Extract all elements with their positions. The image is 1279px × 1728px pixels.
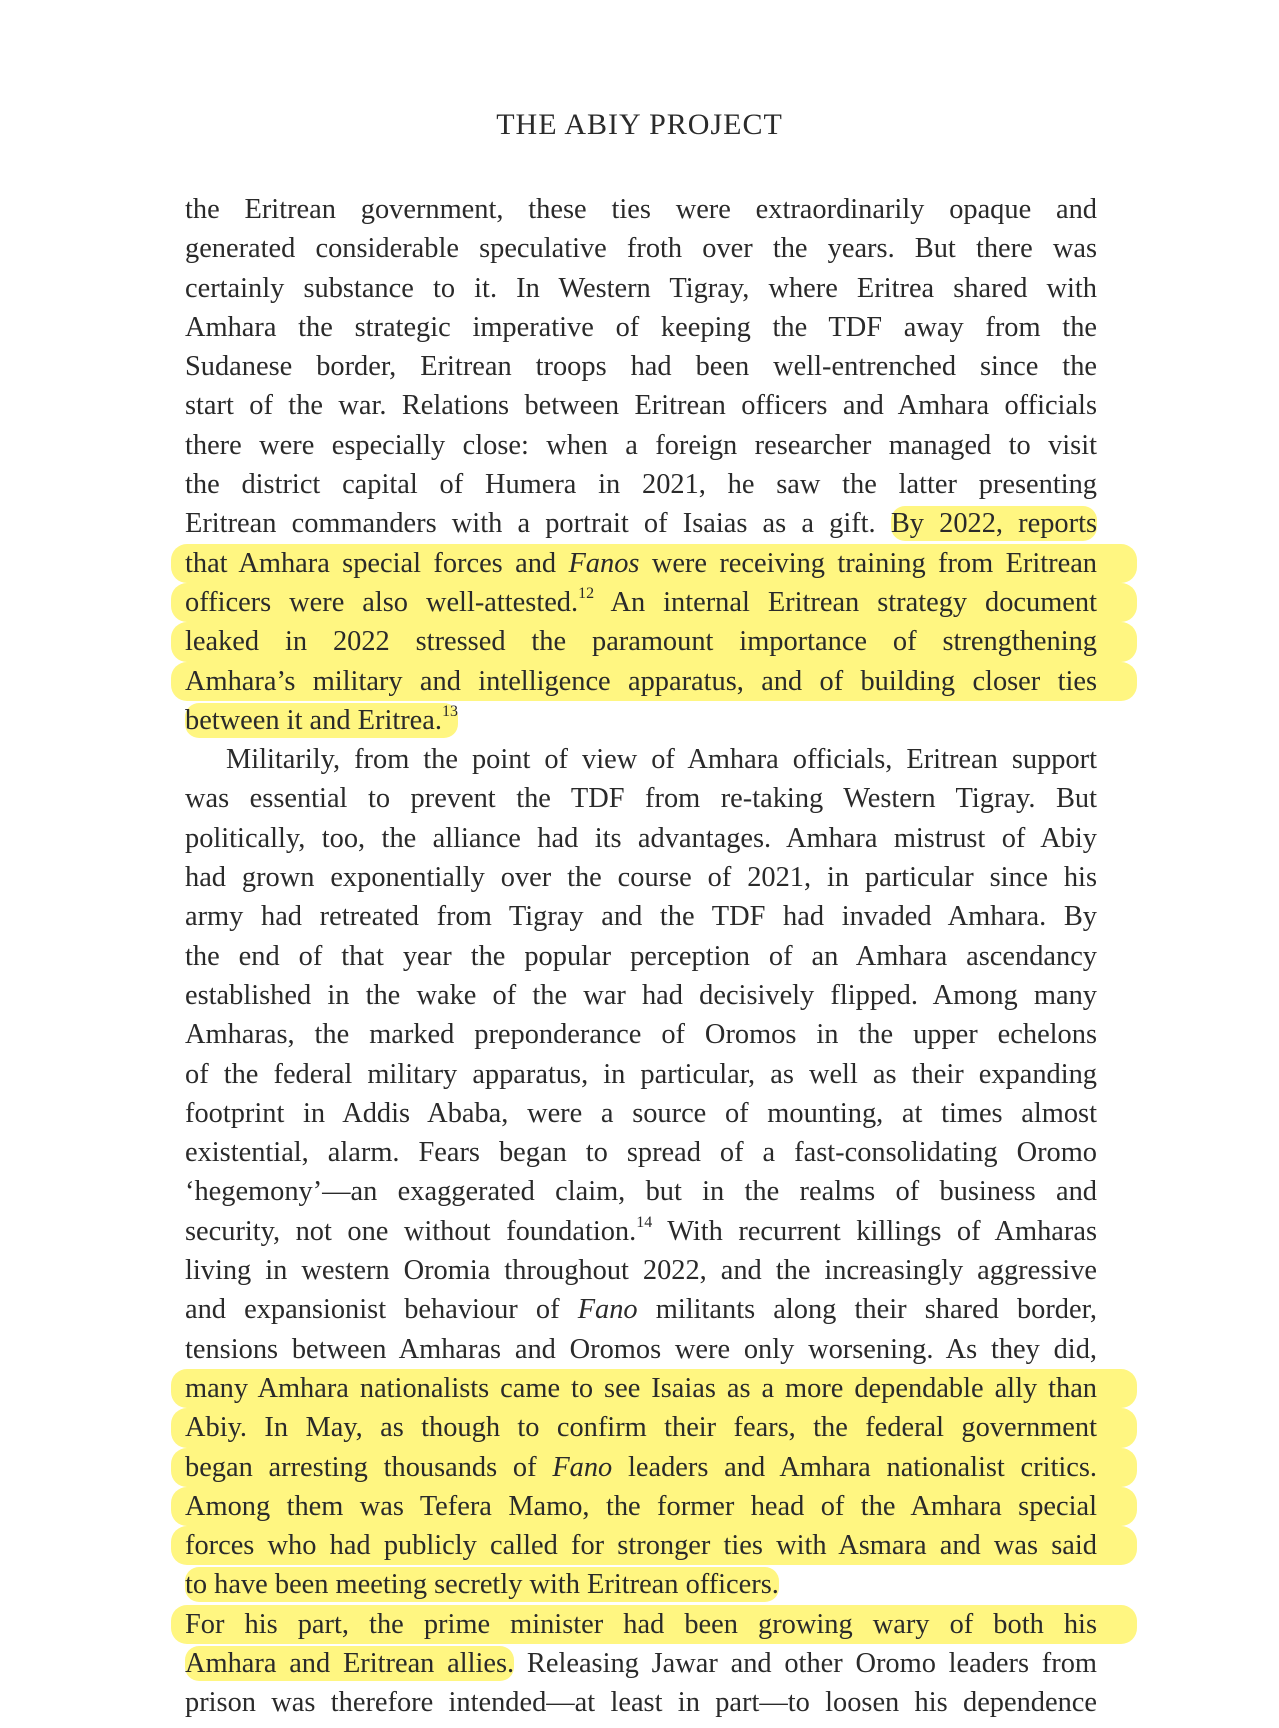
highlighted-line: Abiy. In May, as though to confirm their fears, the federal government (171, 1408, 1137, 1447)
text-line (185, 701, 1097, 740)
highlighted-line: leaked in 2022 stressed the paramount importance of strengthening (171, 622, 1137, 661)
text-line: start of the war. Relations between Eritrean officers and Amhara officials (185, 390, 1097, 422)
text-line: politically, too, the alliance had its advantages. Amhara mistrust of Abiy (185, 822, 1097, 854)
text-line: tensions between Amharas and Oromos were only worsening. As they did, (185, 1333, 1097, 1365)
highlighted-line: Among them was Tefera Mamo, the former head of the Amhara special (171, 1487, 1137, 1526)
text-line: generated considerable speculative froth over the years. But there was (185, 233, 1097, 265)
paragraph-2 (185, 740, 1097, 1605)
text-line: established in the wake of the war had decisively flipped. Among many (185, 979, 1097, 1011)
text-run: began arresting thousands of (185, 1451, 553, 1483)
footnote-marker[interactable]: 14 (636, 1213, 653, 1231)
highlighted-line: many Amhara nationalists came to see Isaias as a more dependable ally than (171, 1369, 1137, 1408)
text-run: Releasing Jawar and other Oromo leaders from (514, 1647, 1097, 1679)
text-run: militants along their shared border, (637, 1294, 1098, 1326)
text-line: footprint in Addis Ababa, were a source of mounting, at times almost (185, 1097, 1097, 1129)
text-line: Sudanese border, Eritrean troops had been well-entrenched since the (185, 351, 1097, 383)
italic-term: Fano (577, 1294, 638, 1326)
text-run: were receiving training from Eritrean (639, 547, 1097, 579)
italic-term: Fanos (568, 547, 640, 579)
text-line: had grown exponentially over the course of 2021, in particular since his (185, 862, 1097, 894)
text-line: of the federal military apparatus, in particular, as well as their expanding (185, 1058, 1097, 1090)
text-line: was essential to prevent the TDF from re-taking Western Tigray. But (185, 783, 1097, 815)
text-line: army had retreated from Tigray and the TDF had invaded Amhara. By (185, 901, 1097, 933)
text-line: Militarily, from the point of view of Amhara officials, Eritrean support (226, 744, 1097, 776)
text-line: Amharas, the marked preponderance of Oromos in the upper echelons (185, 1019, 1097, 1051)
text-line: the end of that year the popular perception of an Amhara ascendancy (185, 940, 1097, 972)
text-run: officers were also well-attested. (185, 586, 579, 618)
footnote-marker[interactable]: 13 (441, 702, 458, 720)
running-head: THE ABIY PROJECT (496, 108, 783, 141)
text-run: between it and Eritrea. (185, 704, 442, 736)
highlighted-text (185, 703, 458, 738)
text-line (185, 504, 1097, 543)
italic-term: Fano (552, 1451, 613, 1483)
text-run: security, not one without foundation. (185, 1215, 637, 1247)
text-run: that Amhara special forces and (185, 547, 569, 579)
text-run: Eritrean commanders with a portrait of Isaias as a gift. (185, 508, 891, 540)
text-run: With recurrent killings of Amharas (652, 1215, 1097, 1247)
highlighted-line: For his part, the prime minister had been growing wary of both his (171, 1605, 1137, 1644)
highlighted-line (171, 544, 1137, 583)
text-run: An internal Eritrean strategy document (594, 586, 1097, 618)
text-line: living in western Oromia throughout 2022, and the increasingly aggressive (185, 1255, 1097, 1287)
highlighted-text: to have been meeting secretly with Eritrean officers. (185, 1569, 779, 1601)
text-line: existential, alarm. Fears began to spread of a fast-consolidating Oromo (185, 1137, 1097, 1169)
text-line: there were especially close: when a foreign researcher managed to visit (185, 429, 1097, 461)
text-line: certainly substance to it. In Western Tigray, where Eritrea shared with (185, 272, 1097, 304)
text-line: the Eritrean government, these ties were extraordinarily opaque and (185, 194, 1097, 225)
paragraph-3 (185, 1605, 1097, 1723)
text-line (185, 1565, 1097, 1604)
text-line (185, 1212, 1097, 1251)
highlighted-line: forces who had publicly called for stronger ties with Asmara and was said (171, 1526, 1137, 1565)
text-line: Amhara the strategic imperative of keeping the TDF away from the (185, 311, 1097, 343)
body-text (185, 190, 1097, 1723)
text-line (185, 1290, 1097, 1329)
text-run: leaders and Amhara nationalist critics. (612, 1451, 1098, 1483)
paragraph-1 (185, 190, 1097, 740)
footnote-marker[interactable]: 12 (578, 584, 595, 602)
highlighted-text: By 2022, reports (890, 508, 1098, 540)
text-line: the district capital of Humera in 2021, he saw the latter presenting (185, 469, 1097, 501)
text-line: prison was therefore intended—at least in part—to loosen his dependence (185, 1687, 1097, 1719)
text-line (185, 1644, 1097, 1683)
highlighted-line (171, 583, 1137, 622)
highlighted-line (171, 1448, 1137, 1487)
text-line: ‘hegemony’—an exaggerated claim, but in the realms of business and (185, 1176, 1097, 1208)
text-run: and expansionist behaviour of (185, 1294, 578, 1326)
highlighted-line: Amhara’s military and intelligence apparatus, and of building closer ties (171, 662, 1137, 701)
highlighted-text: Amhara and Eritrean allies. (185, 1647, 515, 1679)
